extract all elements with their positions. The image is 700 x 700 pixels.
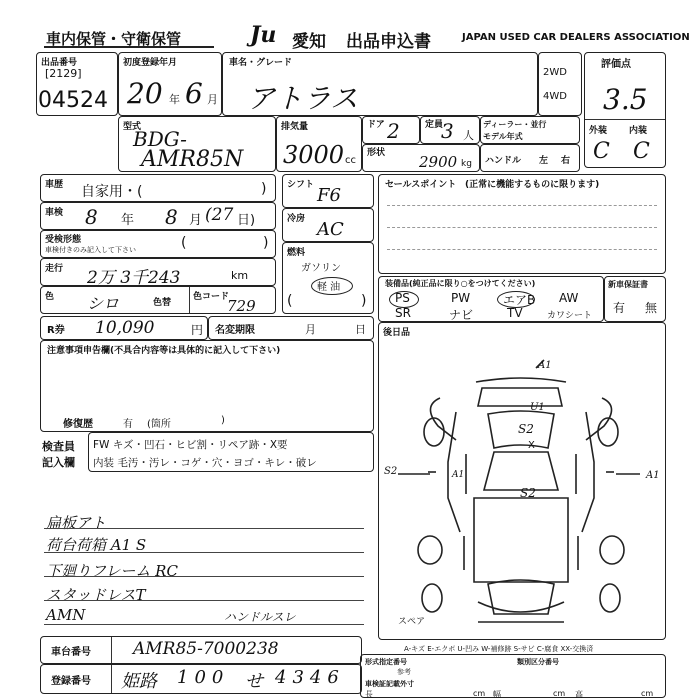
storage-title: 車内保管・守衛保管 — [46, 30, 182, 48]
equip-pw: PW — [451, 291, 471, 305]
inspection-label: 車検 — [45, 208, 64, 218]
score-label: 評価点 — [601, 59, 631, 70]
color-value: シロ — [87, 294, 120, 313]
repair-value: 有 — [123, 419, 133, 430]
fuel-label: 燃料 — [287, 248, 306, 258]
first-reg-month: 6 — [185, 77, 203, 110]
mileage-unit: km — [231, 269, 249, 282]
shift-value: F6 — [317, 185, 341, 206]
cert-cm-3: cm — [641, 689, 654, 698]
r-ken-label: R券 — [47, 325, 65, 336]
lot-number-box — [36, 52, 118, 116]
mark-left: S2 — [384, 466, 398, 477]
score-box — [584, 52, 666, 168]
document-title: 出品申込書 — [346, 32, 431, 52]
car-name-label: 車名・グレード — [229, 58, 293, 68]
received-label: 受検形態 — [45, 235, 82, 245]
note-line-3: 下廻りフレーム RC — [46, 562, 178, 580]
equip-ps: PS — [395, 291, 410, 305]
drive-box — [538, 52, 582, 116]
inspection-month-unit: 月 — [189, 213, 203, 228]
damage-legend: A-キズ E-エクボ U-凹み W-補修跡 S-サビ C-腐食 XX-交換済 — [404, 645, 594, 653]
displacement-value: 3000 — [283, 141, 345, 169]
cert-ref: 参考 — [397, 668, 411, 676]
note-line-1: 扁板アト — [46, 514, 107, 532]
mark-side: A1 — [452, 470, 465, 480]
car-name-value: アトラス — [247, 82, 359, 115]
recycle-yes: 有 — [613, 301, 626, 315]
color-change-label: 色替 — [153, 298, 172, 308]
mark-front: A1 — [538, 360, 552, 371]
notes-box — [40, 340, 374, 432]
received-paren-open: ( — [181, 235, 187, 251]
color-code-value: 729 — [227, 297, 256, 315]
equip-seat: カワシート — [547, 311, 593, 321]
plate-box — [40, 664, 362, 694]
dealer-box — [480, 116, 580, 144]
note-line-2: 荷台荷箱 A1 S — [46, 536, 147, 554]
sales-point-label: セールスポイント — [385, 180, 457, 190]
equip-aw: AW — [559, 291, 579, 305]
weight-unit: kg — [461, 159, 472, 169]
plate-kana: せ — [245, 671, 263, 692]
inspector-box — [88, 432, 374, 472]
mileage-value: 2万 3千243 — [87, 268, 181, 288]
recycle-box — [604, 276, 666, 322]
received-box — [40, 230, 276, 258]
inspector-label-1: 検査員 — [42, 440, 75, 453]
score-interior: C — [633, 139, 650, 164]
note-line-5: AMN — [46, 606, 86, 624]
aircon-value: AC — [317, 219, 344, 240]
spare-label: スペア — [398, 617, 426, 627]
cert-hgt: 高 — [575, 690, 583, 699]
capacity-box — [420, 116, 480, 144]
chassis-label: 車台番号 — [51, 647, 91, 658]
cert-cm-2: cm — [553, 689, 566, 698]
equip-airbag-circle — [497, 291, 535, 308]
association-name: JAPAN USED CAR DEALERS ASSOCIATION — [462, 32, 690, 43]
shape-box — [362, 144, 480, 172]
equip-sr: SR — [395, 306, 411, 320]
inspection-year-unit: 年 — [121, 213, 135, 228]
mark-windshield: S2 — [518, 422, 534, 436]
repair-close: ) — [221, 415, 225, 426]
fuel-diesel: 軽 油 — [317, 282, 341, 293]
score-interior-label: 内装 — [629, 126, 648, 136]
handle-right: 右 — [561, 156, 571, 166]
aircon-box — [282, 208, 374, 242]
mark-right: A1 — [646, 470, 660, 481]
door-label: ドア — [367, 120, 385, 130]
inspection-day-unit: 日) — [237, 213, 256, 228]
cert-sub: 類別区分番号 — [517, 658, 559, 666]
equip-navi: ナビ — [449, 308, 474, 322]
cert-reg: 車検証記載外寸 — [365, 680, 414, 688]
history-label: 車歴 — [45, 180, 64, 190]
history-box — [40, 174, 276, 202]
equip-tv: TV — [507, 306, 523, 320]
color-box — [40, 286, 276, 314]
plate-label: 登録番号 — [51, 676, 91, 687]
weight-value: 2900 — [419, 153, 458, 171]
history-close: ) — [261, 181, 267, 197]
recycle-no: 無 — [645, 301, 658, 315]
drive-4wd: 4WD — [543, 91, 567, 102]
model-label: 型式 — [123, 122, 142, 132]
lot-sub-number: [2129] — [45, 67, 82, 80]
handle-label: ハンドル — [485, 156, 522, 166]
certificate-box — [360, 654, 666, 698]
notes-label: 注意事項申告欄(不具合内容等は具体的に記入して下さい) — [47, 346, 281, 356]
model-year-label: モデル年式 — [483, 132, 523, 141]
capacity-label: 定員 — [425, 120, 444, 130]
diagram-title: 後日品 — [383, 328, 411, 338]
capacity-value: 3 — [441, 119, 454, 143]
car-name-box — [222, 52, 538, 116]
plate-class: 100 — [177, 667, 230, 688]
model-line1: BDG- — [133, 127, 187, 151]
score-exterior: C — [593, 139, 610, 164]
inspection-day: (27 — [205, 205, 234, 225]
cert-len: 長 — [365, 690, 373, 699]
mileage-label: 走行 — [45, 264, 64, 274]
cert-label: 形式指定番号 — [365, 658, 407, 666]
model-line2: AMR85N — [141, 147, 244, 172]
first-reg-label: 初度登録年月 — [123, 58, 178, 68]
color-label: 色 — [45, 292, 55, 302]
displacement-label: 排気量 — [281, 122, 309, 132]
lot-label: 出品番号 — [41, 58, 78, 68]
model-box — [118, 116, 276, 172]
chassis-box — [40, 636, 362, 664]
cert-cm-1: cm — [473, 689, 486, 698]
r-ken-unit: 円 — [191, 323, 204, 337]
fuel-paren-left: ( — [287, 293, 293, 309]
inspection-year: 8 — [85, 205, 98, 229]
shape-label: 形状 — [367, 148, 386, 158]
inspector-label-2: 記入欄 — [42, 456, 75, 469]
dealer-label: ディーラー・並行 — [483, 120, 547, 129]
chassis-value: AMR85-7000238 — [133, 639, 279, 659]
displacement-box — [276, 116, 362, 172]
door-value: 2 — [387, 119, 400, 143]
sales-point-box — [378, 174, 666, 274]
r-ken-box — [40, 316, 208, 340]
score-value: 3.5 — [603, 83, 648, 116]
handle-box — [480, 144, 580, 172]
name-change-month: 月 — [305, 323, 316, 336]
equip-ps-circle — [389, 291, 419, 308]
repair-parts: (箇所 — [147, 419, 171, 430]
shift-label: シフト — [287, 180, 315, 190]
car-diagram — [378, 322, 666, 640]
mark-bed: S2 — [520, 486, 536, 500]
fuel-box — [282, 242, 374, 314]
ju-logo-text: 愛知 — [292, 32, 326, 52]
equipment-box — [378, 276, 604, 322]
first-registration-box — [118, 52, 222, 116]
note-line-4: スタッドレスT — [46, 586, 146, 604]
plate-number: 4346 — [275, 667, 345, 688]
capacity-unit: 人 — [463, 129, 474, 142]
name-change-label: 名変期限 — [215, 325, 255, 336]
name-change-box — [208, 316, 374, 340]
received-sub: 車検付きのみ記入して下さい — [45, 246, 136, 254]
score-exterior-label: 外装 — [589, 126, 608, 136]
lot-number: 04524 — [38, 88, 108, 113]
equipment-label: 装備品(純正品に限り○をつけてください) — [385, 279, 536, 288]
r-ken-value: 10,090 — [95, 318, 155, 338]
fw-line: FW キズ・凹石・ヒビ割・リペア跡・X要 — [93, 439, 288, 451]
drive-2wd: 2WD — [543, 67, 567, 78]
color-code-label: 色コード — [193, 292, 230, 302]
equip-airbag: エアB — [503, 293, 536, 307]
fuel-paren-right: ) — [361, 293, 367, 309]
aircon-label: 冷房 — [287, 214, 306, 224]
shift-box — [282, 174, 374, 208]
first-reg-month-unit: 月 — [207, 93, 218, 106]
inspection-box — [40, 202, 276, 230]
first-reg-year: 20 — [127, 77, 163, 110]
repair-label: 修復歴 — [63, 419, 93, 430]
plate-city: 姫路 — [121, 671, 157, 692]
mark-hood: U1 — [530, 402, 545, 413]
cert-wid: 幅 — [493, 690, 501, 699]
note-line-6: ハンドルスレ — [224, 610, 296, 624]
received-paren-close: ) — [263, 235, 269, 251]
history-value: 自家用・( — [81, 184, 143, 200]
inspection-month: 8 — [165, 205, 178, 229]
recycle-label: 新車保証書 — [608, 280, 648, 289]
door-box — [362, 116, 420, 144]
ju-logo: Ju — [250, 22, 277, 48]
sales-point-note: (正常に機能するものに限ります) — [465, 180, 600, 190]
displacement-unit: cc — [345, 155, 356, 166]
name-change-day: 日 — [355, 323, 366, 336]
first-reg-year-unit: 年 — [169, 93, 180, 106]
mark-x: X — [528, 440, 535, 451]
interior-line: 内装 毛汚・汚レ・コゲ・穴・ヨゴ・キレ・破レ — [93, 457, 317, 469]
mileage-box — [40, 258, 276, 286]
handle-left: 左 — [539, 156, 549, 166]
fuel-gasoline: ガソリン — [301, 263, 341, 274]
